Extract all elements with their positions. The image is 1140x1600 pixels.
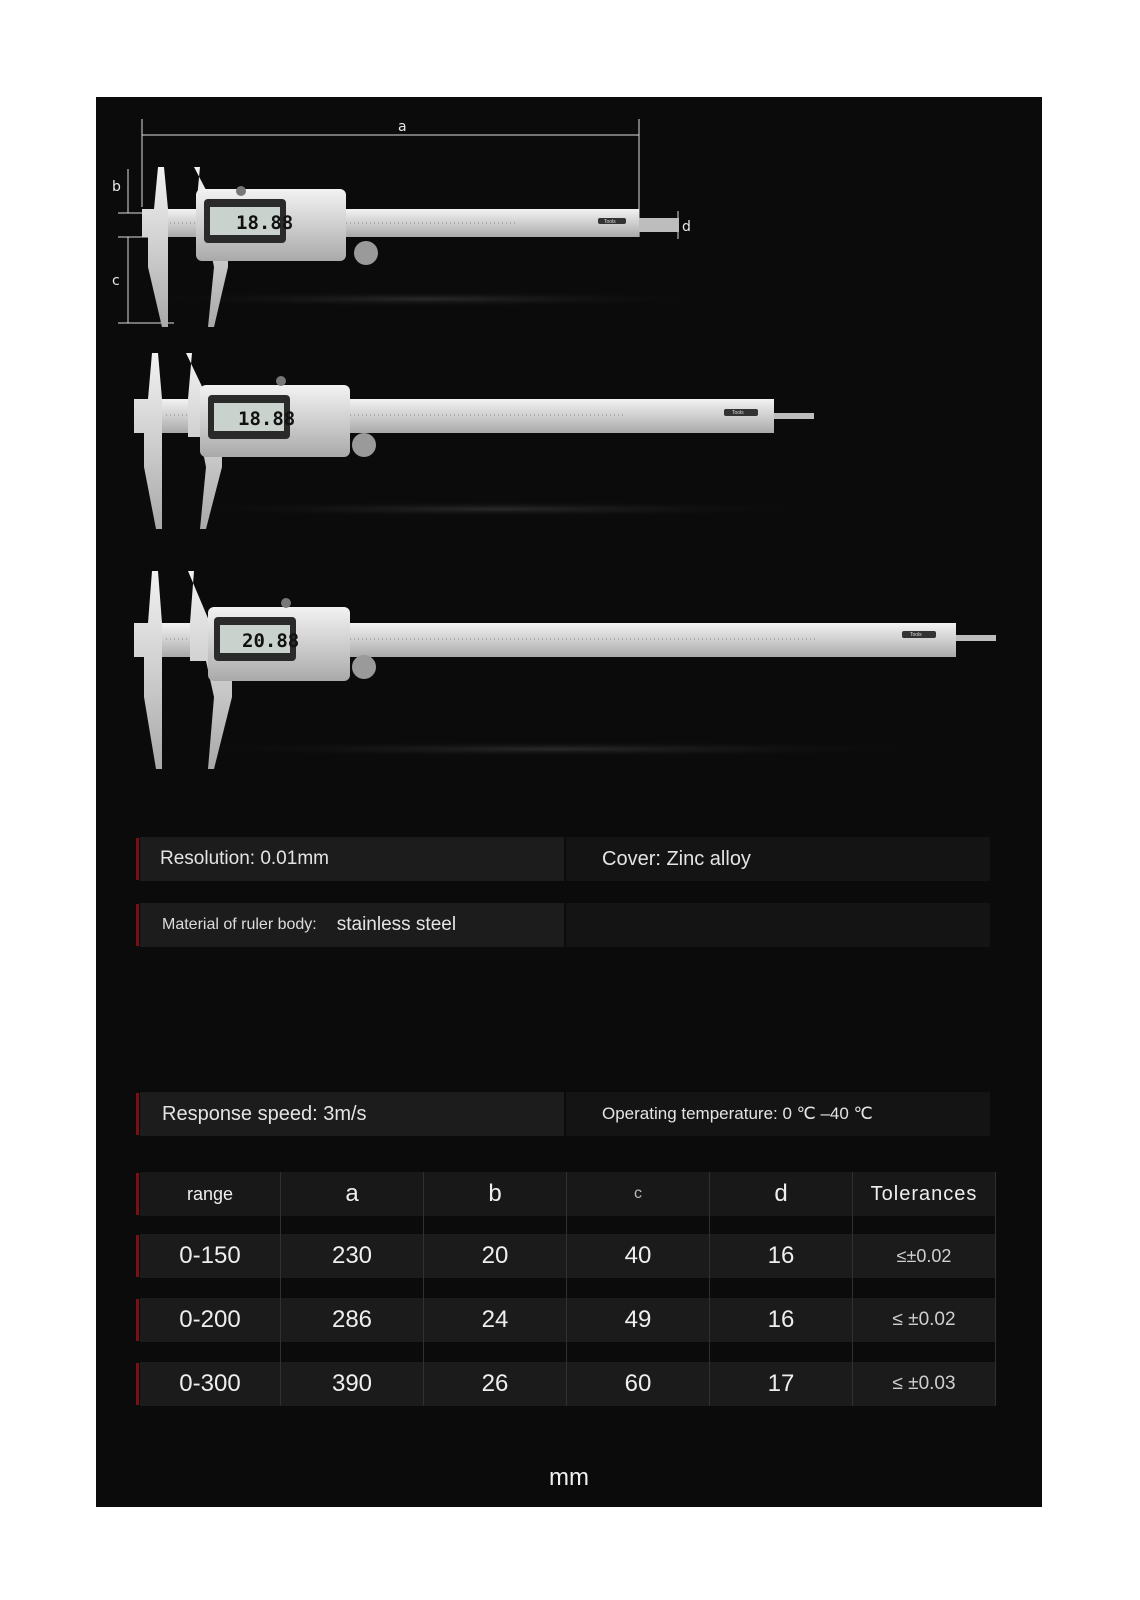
cover-cell (566, 837, 990, 881)
column-separator (995, 1172, 996, 1406)
cell-range: 0-200 (140, 1298, 280, 1342)
adjust-knob (281, 598, 291, 608)
column-separator (852, 1172, 853, 1406)
operating-temperature-cell (566, 1092, 990, 1136)
row-marker (136, 1093, 139, 1135)
column-separator (709, 1172, 710, 1406)
row-marker (136, 1299, 139, 1341)
fixed-jaw (142, 167, 168, 327)
fixed-jaw (134, 571, 162, 769)
caliper-shadow (156, 501, 836, 517)
cell-d: 17 (710, 1362, 852, 1406)
empty-cell (566, 903, 990, 947)
cell-range: 0-300 (140, 1362, 280, 1406)
dim-label-d: d (682, 219, 691, 235)
thumb-roller (352, 433, 376, 457)
brand-text: Tools (910, 632, 922, 638)
column-separator (280, 1172, 281, 1406)
product-spec-panel (96, 97, 1042, 1507)
unit-label: mm (549, 1464, 589, 1491)
spec-row-2 (136, 903, 996, 947)
cell-a: 286 (281, 1298, 423, 1342)
depth-rod (956, 635, 996, 641)
column-separator (423, 1172, 424, 1406)
thumb-roller (352, 655, 376, 679)
fixed-jaw (134, 353, 162, 529)
response-speed-text: Response speed: 3m/s (162, 1102, 367, 1125)
resolution-text: Resolution: 0.01mm (160, 848, 329, 869)
cover-text: Cover: Zinc alloy (602, 847, 751, 870)
header-tolerances: Tolerances (853, 1172, 995, 1216)
cell-tolerance: ≤±0.02 (853, 1234, 995, 1278)
thumb-roller (354, 241, 378, 265)
resolution-cell (140, 837, 564, 881)
cell-d: 16 (710, 1298, 852, 1342)
row-marker (136, 1173, 139, 1215)
cell-range: 0-150 (140, 1234, 280, 1278)
caliper-300-illustration (96, 567, 1042, 787)
row-marker (136, 904, 139, 946)
cell-b: 20 (424, 1234, 566, 1278)
cell-tolerance: ≤ ±0.03 (853, 1362, 995, 1406)
material-label: Material of ruler body: (162, 916, 317, 933)
table-row (138, 1362, 1010, 1406)
row-marker (136, 838, 139, 880)
material-value: stainless steel (336, 914, 457, 935)
header-range: range (140, 1172, 280, 1216)
row-marker (136, 1363, 139, 1405)
table-row (138, 1298, 1010, 1342)
cell-tolerance: ≤ ±0.02 (853, 1298, 995, 1342)
row-marker (136, 1235, 139, 1277)
cell-a: 230 (281, 1234, 423, 1278)
lcd-reading: 20.88 (242, 630, 300, 652)
adjust-knob (276, 376, 286, 386)
brand-text: Tools (604, 219, 616, 225)
brand-text: Tools (732, 410, 744, 416)
table-row (138, 1234, 1010, 1278)
adjust-knob (236, 186, 246, 196)
dim-label-c: c (112, 273, 120, 289)
operating-temperature-text: Operating temperature: 0 ℃ –40 ℃ (602, 1104, 873, 1123)
cell-b: 26 (424, 1362, 566, 1406)
caliper-shadow (156, 741, 956, 757)
spec-row-1 (136, 837, 996, 881)
cell-c: 60 (567, 1362, 709, 1406)
column-separator (566, 1172, 567, 1406)
header-c: c (567, 1172, 709, 1216)
lcd-reading: 18.88 (238, 408, 296, 430)
cell-c: 49 (567, 1298, 709, 1342)
caliper-150-illustration (96, 117, 1042, 327)
dim-label-b: b (112, 179, 121, 195)
material-cell (140, 903, 564, 947)
caliper-200-illustration (96, 347, 1042, 547)
spec-row-3 (136, 1092, 996, 1136)
header-d: d (710, 1172, 852, 1216)
response-speed-cell (140, 1092, 564, 1136)
lcd-reading: 18.88 (236, 212, 294, 234)
cell-d: 16 (710, 1234, 852, 1278)
cell-b: 24 (424, 1298, 566, 1342)
header-b: b (424, 1172, 566, 1216)
cell-a: 390 (281, 1362, 423, 1406)
table-header-row (138, 1172, 1010, 1216)
depth-rod (639, 218, 679, 232)
dim-label-a: a (398, 119, 407, 135)
cell-c: 40 (567, 1234, 709, 1278)
depth-rod (774, 413, 814, 419)
header-a: a (281, 1172, 423, 1216)
